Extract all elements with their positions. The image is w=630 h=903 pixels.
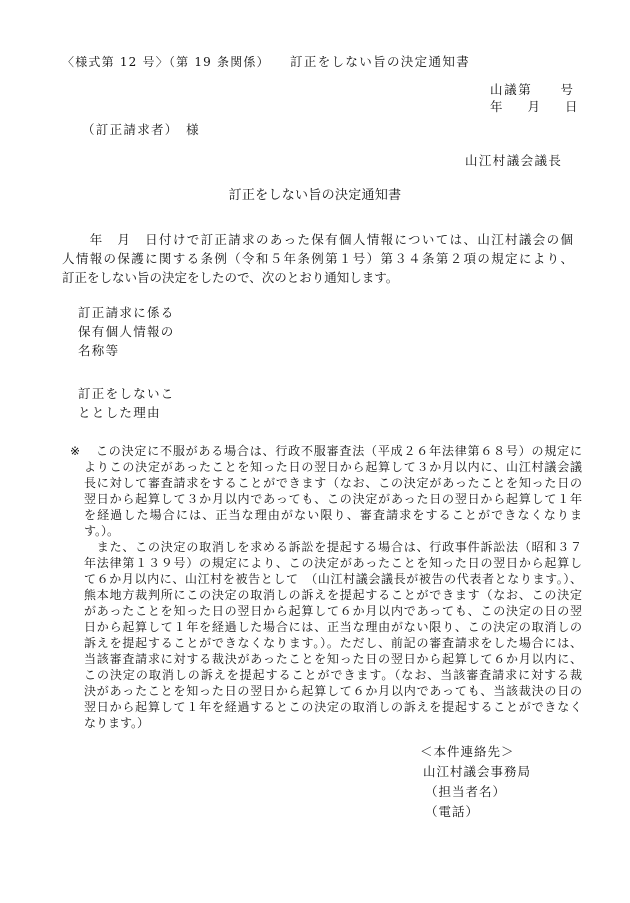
body-line: 訂正をしない旨の決定をしたので、次のとおり通知します。	[62, 270, 399, 285]
body-line: 年 月 日付けで訂正請求のあった保有個人情報については、山江村議会の個	[62, 232, 573, 247]
contact-heading: ＜本件連絡先＞	[420, 744, 515, 759]
note-line: 翌日から起算して１年を経過するとこの決定の取消しの訴えを提起することができなく	[84, 700, 582, 714]
note-line: 長に対して審査請求をすることができます（なお、この決定があったことを知った日の	[84, 476, 582, 490]
field-label-line: ととした理由	[78, 405, 161, 420]
contact-person: （担当者名）	[425, 784, 507, 799]
field-label-reason	[78, 384, 175, 422]
recipient-line: （訂正請求者） 様	[82, 122, 200, 137]
appeal-note	[84, 443, 582, 731]
note-line: なります。）	[84, 716, 150, 730]
contact-office: 山江村議会事務局	[423, 764, 532, 779]
note-line: 訴えを提起することができなくなります。）。ただし、前記の審査請求をした場合には、	[84, 636, 582, 650]
field-label-record-name	[78, 303, 175, 360]
note-line: よりこの決定があったことを知った日の翌日から起算して３か月以内に、山江村議会議	[84, 460, 582, 474]
notice-body	[62, 230, 573, 287]
note-line: す。）。	[84, 524, 120, 538]
issue-date: 年 月 日	[490, 99, 578, 114]
contact-block	[420, 742, 531, 822]
note-line: 熊本地方裁判所にこの決定の取消しの訴えを提起することができます（なお、この決定	[84, 588, 582, 602]
contact-phone: （電話）	[425, 804, 480, 819]
note-line: 翌日から起算して３か月以内であっても、この決定があった日の翌日から起算して１年	[84, 492, 582, 506]
reference-number: 山議第 号	[490, 82, 573, 97]
form-title: 訂正をしない旨の決定通知書	[290, 54, 471, 69]
sender-name: 山江村議会議長	[465, 153, 563, 168]
note-line: を経過した場合には、正当な理由がない限り、審査請求をすることができなくなりま	[84, 508, 582, 522]
note-line: 日から起算して１年を経過した場合には、正当な理由がない限り、この決定の取消しの	[84, 620, 582, 634]
note-line: また、この決定の取消しを求める訴訟を提起する場合は、行政事件訴訟法（昭和３７	[84, 540, 582, 554]
note-line: 年法律第１３９号）の規定により、この決定があったことを知った日の翌日から起算し	[84, 556, 582, 570]
note-line: があったことを知った日の翌日から起算して６か月以内であっても、この決定の日の翌	[84, 604, 582, 618]
note-marker: ※	[70, 444, 81, 458]
body-line: 人情報の保護に関する条例（令和５年条例第１号）第３４条第２項の規定により、	[62, 251, 573, 266]
field-label-line: 保有個人情報の	[78, 324, 175, 339]
field-label-line: 訂正請求に係る	[78, 305, 175, 320]
note-line: 当該審査請求に対する裁決があったことを知った日の翌日から起算して６か月以内に、	[84, 652, 582, 666]
note-line: 決があったことを知った日の翌日から起算して６か月以内であっても、当該裁決の日の	[84, 684, 582, 698]
field-label-line: 名称等	[78, 343, 120, 358]
lawsuit-note-paragraph	[84, 539, 582, 731]
field-label-line: 訂正をしないこ	[78, 386, 175, 401]
note-line: この決定に不服がある場合は、行政不服審査法（平成２６年法律第６８号）の規定に	[96, 444, 582, 458]
note-line: て６か月以内に、山江村を被告として （山江村議会議長が被告の代表者となります。）、	[84, 572, 582, 586]
reference-block	[490, 81, 578, 115]
form-number-label: 〈様式第 12 号〉（第 19 条関係）	[62, 55, 270, 69]
document-title: 訂正をしない旨の決定通知書	[228, 188, 402, 203]
appeal-note-paragraph	[84, 443, 582, 539]
note-line: この決定の取消しの訴えを提起することができます。（なお、当該審査請求に対する裁	[84, 668, 582, 682]
